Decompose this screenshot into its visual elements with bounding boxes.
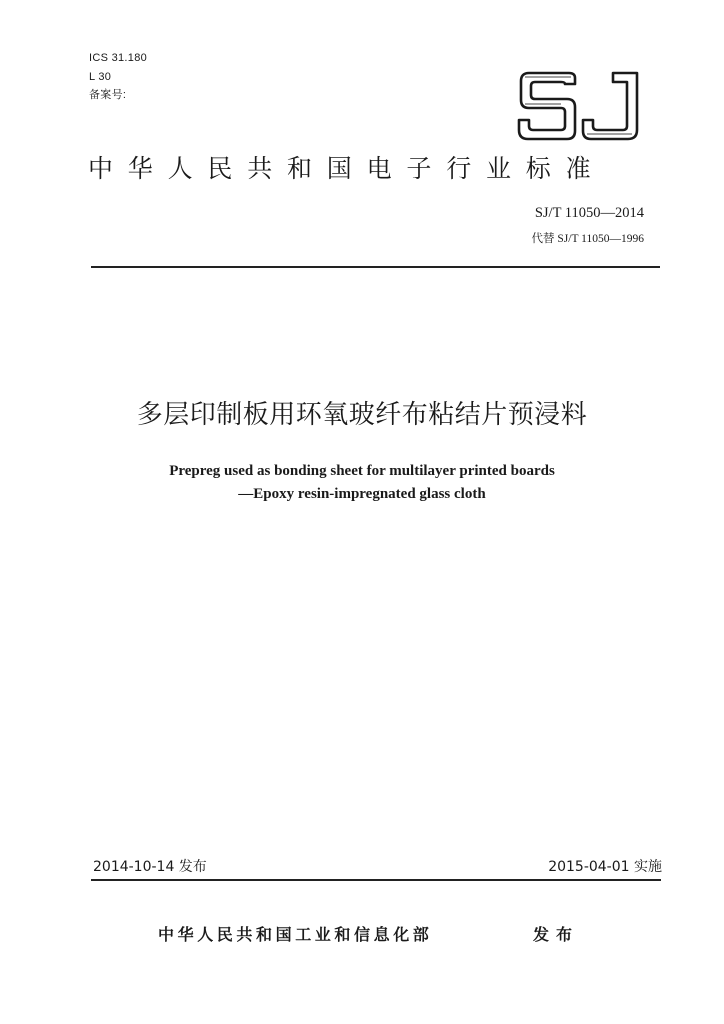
- ics-code: ICS 31.180: [89, 52, 148, 64]
- implementation-date: 2015-04-01 实施: [548, 859, 662, 875]
- standard-number: SJ/T 11050—2014: [534, 205, 644, 221]
- release-date: 2014-10-14 发布: [93, 859, 207, 875]
- category-code: L 30: [89, 71, 112, 83]
- sj-standard-logo: [517, 70, 642, 142]
- replaces-standard: 代替 SJ/T 11050—1996: [531, 233, 644, 245]
- footer-divider: [91, 879, 661, 881]
- document-title-english-line1: Prepreg used as bonding sheet for multilayer printed boards: [169, 463, 555, 479]
- filing-number-label: 备案号:: [89, 89, 127, 101]
- issuing-authority: 中华人民共和国工业和信息化部: [158, 925, 433, 944]
- document-title-english-line2: —Epoxy resin-impregnated glass cloth: [238, 486, 486, 502]
- header-divider: [91, 266, 660, 268]
- issue-action: 发布: [533, 925, 580, 944]
- document-title-chinese: 多层印制板用环氧玻纤布粘结片预浸料: [136, 400, 588, 430]
- organization-title: 中华人民共和国电子行业标准: [88, 154, 606, 183]
